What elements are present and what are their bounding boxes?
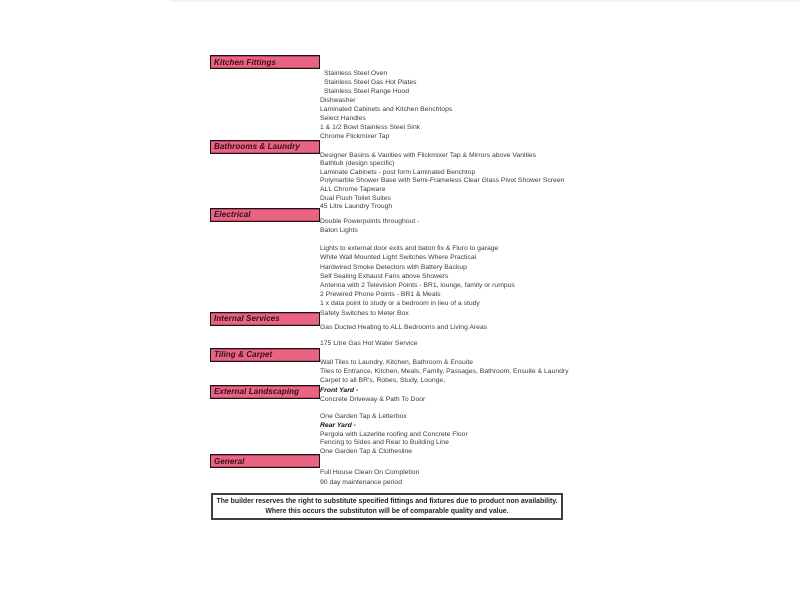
spec-item: Laminated Cabinets and Kitchen Benchtops [320,105,453,113]
spec-item: Carpet to all BR's, Robes, Study, Lounge, [320,377,446,384]
spec-item: Wall Tiles to Laundry, Kitchen, Bathroom & Ensuite [320,359,474,366]
section-header-label: Electrical [214,210,251,219]
spec-item: Stainless Steel Oven [324,69,388,77]
section-header-label: General [214,456,245,466]
spec-item: White Wall Mounted Light Switches Where Practical [320,254,477,262]
spec-item: 175 Litre Gas Hot Water Service [320,339,418,347]
section-header-label: External Landscaping [214,387,300,396]
spec-item: Front Yard - [320,387,359,394]
disclaimer-line-1: The builder reserves the right to substitute specified fittings and fixtures due to product non availability. [216,498,558,505]
spec-item: Antenna with 2 Television Points - BR1, lounge, family or rumpus [320,281,515,289]
spec-item: Pergola with Lazerlite roofing and Concrete Floor [320,430,468,438]
section-header-label: Internal Services [214,314,280,323]
spec-item: Double Powerpoints throughout - [320,217,420,225]
spec-item: 2 Prewired Phone Points - BR1 & Meals [320,291,441,299]
spec-item: One Garden Tap & Clothesline [320,447,413,455]
disclaimer-box [211,493,563,520]
section-header-bathrooms-laundry [210,140,320,154]
spec-item: Gas Ducted Heating to ALL Bedrooms and Living Areas [320,323,488,331]
spec-item: Tiles to Entrance, Kitchen, Meals, Family, Passages, Bathroom, Ensuite & Laundry [320,368,569,375]
scan-edge-artifact [170,0,800,2]
spec-item: 45 Litre Laundry Trough [320,203,393,211]
section-header-label: Tiling & Carpet [214,350,273,359]
section-header-general [210,454,320,468]
spec-item: ALL Chrome Tapware [320,185,386,193]
spec-item: Dual Flush Toilet Suites [320,194,391,202]
spec-item: One Garden Tap & Letterbox [320,413,407,421]
spec-item: Lights to external door exits and baton fix & Fluro to garage [320,245,499,253]
spec-item: Rear Yard - [320,421,356,429]
spec-item: Laminate Cabinets - post form Laminated Benchtop [320,168,476,176]
section-header-label: Bathrooms & Laundry [214,142,300,151]
spec-item: 90 day maintenance period [320,478,402,486]
spec-item: Chrome Flickmixer Tap [320,132,390,140]
spec-item: Select Handles [320,114,366,122]
spec-item: Safety Switches to Meter Box [320,309,409,317]
spec-item: Polymarble Shower Base with Semi-Frameless Clear Glass Pivot Shower Screen [320,177,565,185]
section-header-electrical [210,208,320,222]
spec-item: Stainless Steel Gas Hot Plates [324,78,417,86]
spec-item: Fencing to Sides and Rear to Building Line [320,439,449,447]
spec-item: Self Sealing Exhaust Fans above Showers [320,272,449,280]
disclaimer-line-2: Where this occurs the substituton will be of comparable quality and value. [265,507,509,515]
section-header-tiling-carpet [210,348,320,362]
spec-item: 1 x data point to study or a bedroom in lieu of a study [320,300,480,308]
section-header-external-landscaping [210,385,320,399]
spec-item: Concrete Driveway & Path To Door [320,395,426,403]
spec-item: Dishwasher [320,96,356,104]
spec-item: 1 & 1/2 Bowl Stainless Steel Sink [320,123,421,131]
section-header-internal-services [210,312,320,326]
section-header-label: Kitchen Fittings [214,57,277,67]
spec-item: Designer Basins & Vanities with Flickmixer Tap & Mirrors above Vanities [320,151,537,159]
spec-item: Bathtub (design specific) [320,160,395,168]
section-header-kitchen-fittings [210,55,320,69]
spec-item: Stainless Steel Range Hood [324,87,410,95]
spec-item: Baton Lights [320,226,358,234]
spec-item: Hardwired Smoke Detectors with Battery Backup [320,263,467,271]
spec-item: Full House Clean On Completion [320,468,420,476]
